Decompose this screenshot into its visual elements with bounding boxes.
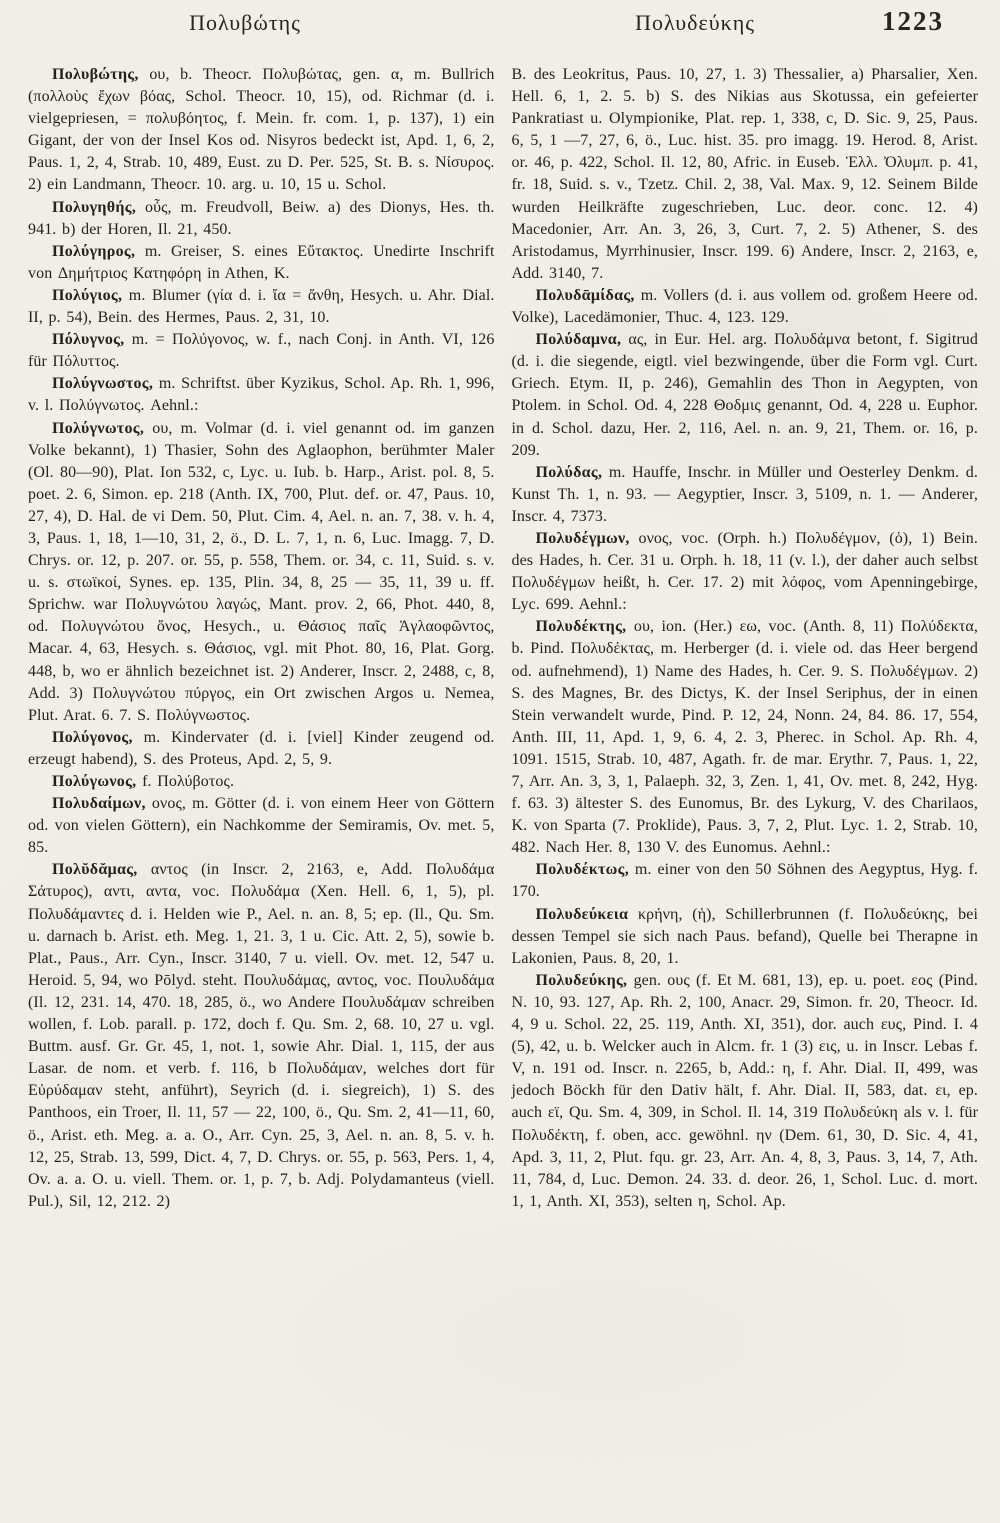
entry-body: m. = Πολύγονος, w. f., nach Conj. in Anth. VI, 126 für Πόλυττος. (28, 331, 495, 371)
entry-headword: Πολύδας, (535, 463, 603, 481)
entry-headword: Πολυδέκτως, (535, 861, 630, 879)
dictionary-entry (28, 197, 495, 241)
dictionary-entry (28, 859, 495, 1213)
entry-body: αντος (in Inscr. 2, 2163, e, Add. Πολυδάμα Σάτυρος), αντι, αντα, voc. Πολυδάμα (Xen. Hell. 6, 1, 5), pl. Πολυδάμαντες d. i. Helden wie P., Ael. n. an. 8, 5; ep. (Il., Qu. Sm. u. darnach b. Arist. eth. Meg. 1, 21. 3, 1 u. Cic. Att. 2, 5), sowie b. Plat., Paus., Arr. Cyn., Inscr. 3140, 7 u. viell. Ov. met. 12, 547 u. Heroid. 5, 94, wo Pōlyd. steht. Πουλυδάμας, αντος, voc. Πουλυδάμα (Il. 12, 231. 14, 470. 18, 285, ö., wo Andere Πουλυδάμαν schreiben wollen, f. Lob. parall. p. 172, doch f. Qu. Sm. 2, 68. 10, 27 u. vgl. Buttm. ausf. Gr. Gr. 45, 1, not. 1, sowie Ahr. Dial. 1, 115, der aus Lasar. de nom. et verb. f. 116, b Πολυδάμαν, welches dort für Εὐρύδαμαν steht, anführt), Seyrich (d. i. siegreich), 1) S. des Panthoos, ein Troer, Il. 11, 57 — 22, 100, ö., Qu. Sm. 2, 41—11, 60, ö., Arist. eth. Meg. a. a. O., Arr. Cyn. 25, 3, Ael. n. an. 8, 5. v. h. 12, 25, Strab. 13, 599, Dict. 4, 7, D. Chrys. or. 55, p. 563, Pers. 1, 4, Ov. a. a. O. u. viell. Them. or. 1, p. 7, b. Adj. Polydamanteus (viell. Pul.), Sil, 12, 212. 2) (28, 861, 495, 1210)
dictionary-entry (28, 727, 495, 771)
left-column (28, 64, 495, 1213)
dictionary-entry (512, 285, 979, 329)
entry-body: ονος, voc. (Orph. h.) Πολυδέγμον, (ὁ), 1) Bein. des Hades, h. Cer. 31 u. Orph. h. 18, 11 (v. l.), der daher auch selbst Πολυδέγμων heißt, h. Cer. 17. 2) mit λόφος, vom Apenningebirge, Lyc. 699. Aehnl.: (511, 529, 979, 614)
entry-body: m. Hauffe, Inschr. in Müller und Oesterley Denkm. d. Kunst Th. 1, n. 93. — Aegyptier, Inscr. 3, 5109, n. 1. — Anderer, Inscr. 4, 7373. (511, 463, 978, 525)
entry-body: f. Πολύβοτος. (142, 773, 235, 790)
text-columns (28, 64, 978, 1213)
dictionary-entry (512, 528, 979, 616)
dictionary-entry (28, 418, 495, 727)
dictionary-entry (512, 904, 979, 970)
dictionary-entry (28, 285, 495, 329)
page-header (0, 6, 1000, 50)
entry-body: m. Schriftst. über Kyzikus, Schol. Ap. Rh. 1, 996, v. l. Πολύγνωτος. Aehnl.: (28, 375, 495, 415)
entry-body: m. einer von den 50 Söhnen des Aegyptus, Hyg. f. 170. (511, 861, 978, 901)
dictionary-entry (28, 771, 495, 793)
entry-body: gen. ους (f. Et M. 681, 13), ep. u. poet. εος (Pind. N. 10, 93. 127, Ap. Rh. 2, 100, Anacr. 29, Simon. fr. 20, Theocr. Id. 4, 9 u. Schol. 22, 25. 119, Anth. XI, 351), dor. auch ευς, Pind. I. 4 (5), 42, u. b. Welcker auch in Alcm. fr. 1 (3) εις, u. in Inscr. Lebas f. V, n. 191 od. Inscr. n. 2265, b, Add.: η, f. Ahr. Dial. II, 499, was jedoch Böckh für den Dativ hält, f. Ahr. Dial. II, 583, dat. ει, ep. auch εϊ, Qu. Sm. 4, 309, in Schol. Il. 14, 319 Πολυδεύκη als v. l. für Πολυδέκτη, f. oben, acc. gewöhnl. ην (Dem. 61, 30, D. Sic. 4, 41, Apd. 3, 11, 2, Plut. fqu. gr. 23, Arr. An. 4, 8, 3, Paus. 3, 14, 7, Ath. 11, 784, d, Luc. Demon. 24. 33. d. deor. 26, 1, Schol. Luc. d. mort. 1, 1, Anth. XI, 353), selten η, Schol. Ap. (511, 971, 978, 1210)
dictionary-entry (28, 793, 495, 859)
dictionary-entry (28, 64, 495, 197)
entry-body: m. Vollers (d. i. aus vollem od. großem Heere od. Volke), Lacedämonier, Thuc. 4, 123. 129. (511, 286, 978, 327)
entry-headword: Πολύδαμνα, (535, 331, 622, 349)
dictionary-entry (512, 859, 979, 903)
entry-headword: Πολῠδᾰμας, (52, 861, 138, 879)
running-head-right: Πολυδεύκης (635, 10, 755, 35)
entry-headword: Πολύγνωστος, (52, 375, 154, 393)
entry-headword: Πολύγηρος, (52, 242, 136, 260)
page-number: 1223 (882, 6, 944, 36)
entry-body: ας, in Eur. Hel. arg. Πολυδάμνα betont, f. Sigitrud (d. i. die siegende, eigtl. viel bezwingende, über die Form vgl. Curt. Griech. Etym. II, p. 246), Gemahlin des Thon in Aegypten, von Ptolem. in Schol. Od. 4, 228 Θοδμις genannt, Od. 4, 228 u. Euphor. in d. Schol. dazu, Her. 2, 116, Ael. n. an. 9, 21, Them. or. 16, p. 209. (511, 331, 979, 459)
entry-headword: Πολύγιος, (52, 286, 123, 304)
entry-headword: Πολυδαίμων, (52, 795, 146, 813)
entry-body: B. des Leokritus, Paus. 10, 27, 1. 3) Thessalier, a) Pharsalier, Xen. Hell. 6, 1, 2. 5. b) S. des Nikias aus Skotussa, ein gefeierter Pankratiast u. Olympionike, Plat. rep. 1, 338, c, D. Sic. 9, 25, Paus. 6, 5, 1 —7, 27, 6, ö., Luc. hist. 35. pro imagg. 19. Herod. 8, Arist. or. 46, p. 422, Schol. Il. 12, 80, Afric. in Euseb. Ἑλλ. Ὀλυμπ. p. 41, fr. 18, Suid. s. v., Tzetz. Chil. 2, 38, Val. Max. 9, 12. Seinem Bilde wurden Heilkräfte zugeschrieben, Luc. deor. conc. 12. 4) Macedonier, Arr. An. 3, 26, 3, Curt. 7, 2. 5) Athener, S. des Aristodamus, Myrrhinusier, Inscr. 199. 6) Andere, Inscr. 2, 2163, e, Add. 3140, 7. (511, 66, 978, 282)
entry-headword: Πόλυγνος, (52, 331, 125, 349)
entry-body: ου, ion. (Her.) εω, voc. (Anth. 8, 11) Πολύδεκτα, b. Pind. Πολυδέκτας, m. Herberger (d. i. viele od. das Heer bergend od. aufnehmend), 1) Name des Hades, h. Cer. 9. S. Πολυδέγμων. 2) S. des Magnes, Br. des Dictys, K. der Insel Seriphus, der in einen Stein verwandelt wurde, Pind. P. 12, 24, Nonn. 24, 84. 86. 17, 554, Anth. III, 11, Apd. 1, 9, 6. 4, 2. 3, Pherec. in Schol. Ap. Rh. 4, 1091. 1515, Strab. 10, 487, Agath. fr. de mar. Erythr. 7, Paus. 1, 22, 7, Arr. An. 3, 3, 1, Palaeph. 32, 3, Zen. 1, 41, Ov. met. 8, 242, Hyg. f. 63. 3) ältester S. des Eunomus, Br. des Lykurg, V. des Charilaos, K. von Sparta (7. Proklide), Paus. 3, 7, 2, Plut. Lyc. 1. 2, Strab. 10, 482. Nach Her. 8, 130 V. des Eunomus. Aehnl.: (511, 618, 978, 857)
running-head-left: Πολυβώτης (189, 10, 301, 35)
entry-headword: Πολυβώτης, (52, 66, 139, 83)
right-column (512, 64, 979, 1213)
entry-body: m. Greiser, S. eines Εὔτακτος. Unedirte Inschrift von Δημήτριος Κατηφόρη in Athen, K. (28, 242, 495, 282)
dictionary-entry (512, 616, 979, 859)
dictionary-entry (28, 329, 495, 373)
entry-body: ου, m. Volmar (d. i. viel genannt od. im ganzen Volke bekannt), 1) Thasier, Sohn des Aglaophon, berühmter Maler (Ol. 80—90), Plat. Ion 532, c, Lyc. u. Iub. b. Harp., Arist. pol. 8, 5. poet. 2. 6, Simon. ep. 218 (Anth. IX, 700, Plut. def. or. 47, Paus. 10, 27, 4), D. Hal. de vi Dem. 50, Plut. Cim. 4, Ael. n. an. 7, 38. v. h. 4, 3, Paus. 1, 18, 1—10, 31, 2, ö., D. L. 7, 1, n. 6, Luc. Imagg. 7, D. Chrys. or. 12, p. 207. or. 55, p. 558, Them. or. 34, c. 11, Suid. s. v. u. s. στωϊκοί, Synes. ep. 135, Plin. 34, 8, 25 — 35, 11, 39 u. ff. Sprichw. war Πολυγνώτου λαγώς, Mant. prov. 2, 66, Phot. 440, 8, od. Πολυγνώτου ὄνος, Hesych., u. Θάσιος παῖς Ἀγλαοφῶντος, Macar. 4, 63, Hesych. s. Θάσιος, vgl. mit Phot. 80, 16, Plat. Gorg. 448, b, wo er ähnlich bezeichnet ist. 2) Anderer, Inscr. 2, 2488, c, 8, Add. 3) Πολυγνώτου πύργος, ein Ort zwischen Argos u. Nemea, Plut. Arat. 6. 7. S. Πολύγνωστος. (28, 419, 495, 724)
entry-body: m. Blumer (γία d. i. ἴα = ἄνθη, Hesych. u. Ahr. Dial. II, p. 54), Bein. des Hermes, Paus. 2, 31, 10. (28, 286, 495, 327)
entry-body: ου, b. Theocr. Πολυβώτας, gen. α, m. Bullrich (πολλοὺς ἔχων βόας, Schol. Theocr. 10, 15), od. Richmar (d. i. vielgepriesen, = πολυβόητος, f. Mein. fr. com. 1, p. 137), 1) ein Gigant, der von der Insel Kos od. Nisyros bedeckt ist, Apd. 1, 6, 2, Paus. 1, 2, 4, Strab. 10, 489, Eust. zu D. Per. 525, St. B. s. Νίσυρος. 2) ein Landmann, Theocr. 10. arg. u. 10, 15 u. Schol. (28, 66, 495, 194)
entry-headword: Πολυδέκτης, (535, 618, 627, 636)
dictionary-entry (28, 241, 495, 285)
entry-headword: Πολύγονος, (52, 728, 133, 746)
dictionary-entry-continuation (512, 64, 979, 285)
entry-headword: Πολυδεύκης, (535, 971, 628, 989)
dictionary-entry (28, 373, 495, 417)
entry-headword: Πολύγνωτος, (52, 419, 145, 437)
entry-body: m. Kindervater (d. i. [viel] Kinder zeugend od. erzeugt habend), S. des Proteus, Apd. 2, 5, 9. (28, 728, 495, 768)
entry-headword: Πολυδεύκεια (535, 905, 629, 923)
dictionary-entry (512, 970, 979, 1213)
dictionary-entry (512, 329, 979, 462)
entry-body: ονος, m. Götter (d. i. von einem Heer von Göttern od. von vielen Göttern), ein Nachkomme der Semiramis, Ov. met. 5, 85. (28, 795, 495, 857)
entry-headword: Πολυδᾱμίδας, (535, 286, 635, 304)
dictionary-entry (512, 462, 979, 528)
entry-headword: Πολυγηθής, (52, 198, 137, 216)
entry-body: οὖς, m. Freudvoll, Beiw. a) des Dionys, Hes. th. 941. b) der Horen, Il. 21, 450. (28, 198, 495, 238)
entry-body: κρήνη, (ἡ), Schillerbrunnen (f. Πολυδεύκης, bei dessen Tempel sie sich nach Paus. befand), Quelle bei Therapne in Lakonien, Paus. 8, 20, 1. (511, 905, 978, 967)
entry-headword: Πολύγωνος, (52, 773, 137, 790)
entry-headword: Πολυδέγμων, (535, 529, 630, 547)
